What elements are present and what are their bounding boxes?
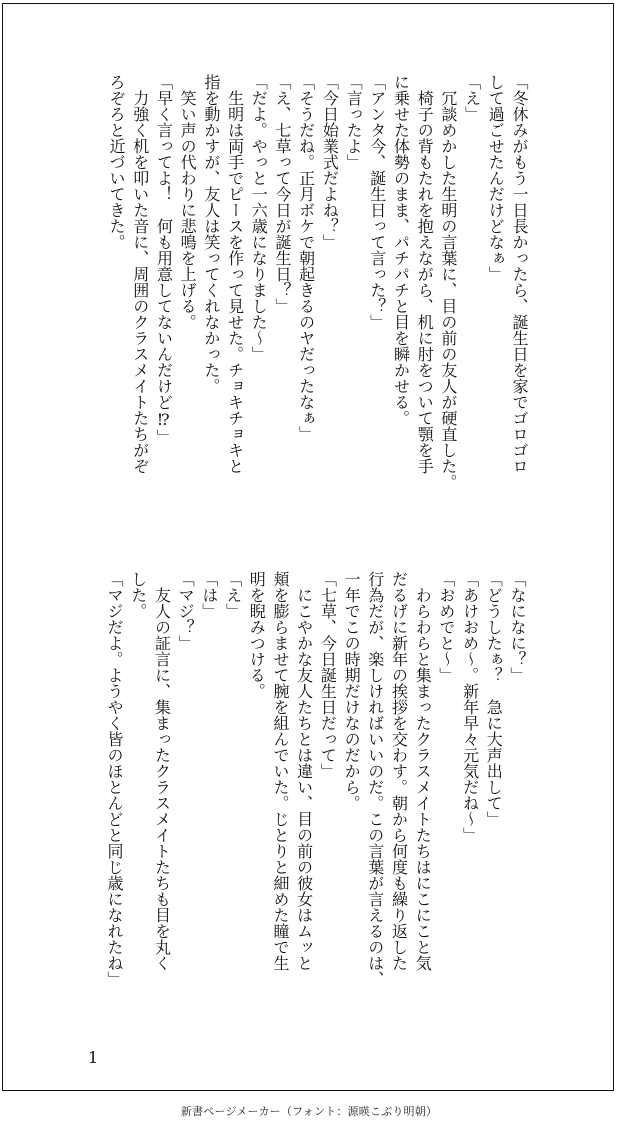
text-line: 椅子の背もたれを抱えながら、机に肘をついて顎を手 <box>415 74 435 474</box>
text-line: 指を動かすが、友人は笑ってくれなかった。 <box>201 74 221 394</box>
text-line: 「言ったよ」 <box>344 74 364 170</box>
text-line: 力強く机を叩いた音に、周囲のクラスメイトたちがぞ <box>130 74 150 474</box>
text-line: 友人の証言に、集まったクラスメイトたちも目を丸く <box>152 571 172 971</box>
text-line: 「早く言ってよ！ 何も用意してないんだけど⁉」 <box>154 74 174 445</box>
upper-text-block <box>81 74 531 544</box>
text-line: 「だよ。やっと一六歳になりました〜」 <box>249 74 269 362</box>
text-line: 「そうだね。正月ボケで朝起きるのヤだったなぁ」 <box>296 74 316 442</box>
text-line: 一年でこの時期だけなのだから。 <box>342 571 362 811</box>
text-line: だるげに新年の挨拶を交わす。朝から何度も繰り返した <box>389 571 409 971</box>
text-line: ろぞろと近づいてきた。 <box>107 74 127 250</box>
text-line: に乗せた体勢のまま、パチパチと目を瞬かせる。 <box>391 74 411 426</box>
text-line: 生明は両手でピースを作って見せた。チョキチョキと <box>225 74 245 474</box>
text-line: にこやかな友人たちとは違い、目の前の彼女はムッと <box>294 571 314 971</box>
text-line: 冗談めかした生明の言葉に、目の前の友人が硬直した。 <box>438 74 458 490</box>
text-line: 「おめでと〜」 <box>436 571 456 683</box>
text-line: した。 <box>128 571 148 619</box>
text-line: 「七草、今日誕生日だって」 <box>318 571 338 779</box>
text-line: 明を睨みつける。 <box>247 571 267 699</box>
footer-credit: 新書ページメーカー（フォント：源暎こぶり明朝） <box>180 1105 438 1118</box>
page-number: 1 <box>88 1048 99 1067</box>
page-frame <box>2 3 614 1091</box>
text-line: 「え」 <box>462 74 482 122</box>
text-line: わらわらと集まったクラスメイトたちはにこにこと気 <box>413 571 433 971</box>
text-line: 頬を膨らませて腕を組んでいた。じとりと細めた瞳で生 <box>270 571 290 971</box>
text-line: 笑い声の代わりに悲鳴を上げる。 <box>178 74 198 330</box>
text-line: 「マジだよ。ようやく皆のほとんどと同じ歳になれたね」 <box>105 571 125 987</box>
text-line: 「マジ？」 <box>176 571 196 651</box>
text-line: 「なになに？」 <box>508 571 527 683</box>
text-line: 「どうしたぁ？ 急に大声出して」 <box>484 571 504 827</box>
text-line: 行為だが、楽しければいいのだ。この言葉が言えるのは、 <box>365 571 385 987</box>
text-line: 「え」 <box>223 571 243 619</box>
text-line: 「今日始業式だよね？」 <box>320 74 340 250</box>
text-line: 「は」 <box>199 571 219 619</box>
text-line: して過ごせたんだけどなぁ」 <box>486 74 506 282</box>
text-line: 「え、七草って今日が誕生日？」 <box>272 74 292 314</box>
text-line: 「冬休みがもう一日長かったら、誕生日を家でゴロゴロ <box>510 74 529 474</box>
text-line: 「あけおめ〜。新年早々元気だね〜」 <box>460 571 480 843</box>
text-line: 「アンタ今、誕生日って言った？」 <box>367 74 387 330</box>
lower-text-block <box>79 571 529 1041</box>
